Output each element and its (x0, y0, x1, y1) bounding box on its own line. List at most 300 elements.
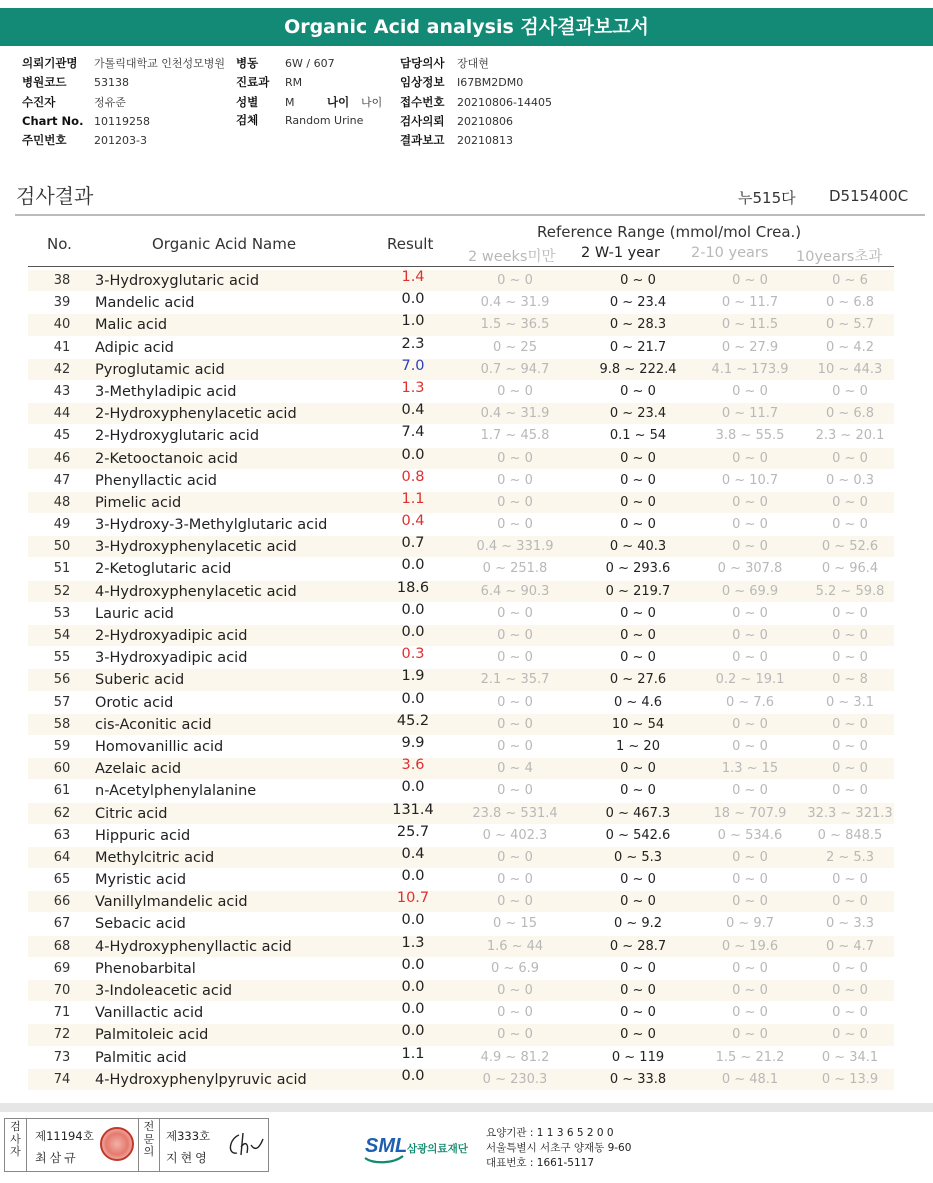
section-title: 검사결과 (16, 184, 94, 208)
result-value: 1.0 (401, 313, 425, 330)
row-number: 47 (53, 472, 71, 488)
reference-over-10-years: 0 ~ 8 (832, 672, 868, 688)
reference-over-10-years: 0 ~ 0 (832, 494, 868, 510)
row-number: 71 (53, 1005, 71, 1021)
result-value: 1.9 (401, 668, 425, 685)
info-value-request-date: 20210806 (457, 114, 513, 128)
row-number: 56 (53, 672, 71, 688)
acid-name: Vanillactic acid (95, 1005, 204, 1022)
acid-name: Pimelic acid (95, 494, 182, 511)
column-header-result: Result (387, 235, 434, 253)
result-value: 0.4 (401, 845, 425, 862)
reference-2-10-years: 0 ~ 0 (732, 494, 768, 510)
info-label-chart-no: Chart No. (22, 113, 84, 128)
info-value-ward: 6W / 607 (285, 57, 335, 70)
info-label-sex: 성별 (236, 94, 259, 109)
info-label-doctor: 담당의사 (400, 56, 445, 70)
reference-under-2-weeks: 0.4 ~ 331.9 (476, 539, 554, 555)
acid-name: 3-Hydroxyglutaric acid (95, 273, 260, 289)
reference-2w-1-year: 0 ~ 40.3 (609, 539, 667, 555)
reference-over-10-years: 0 ~ 3.1 (825, 694, 875, 710)
result-value: 131.4 (392, 801, 434, 818)
reference-over-10-years: 32.3 ~ 321.3 (807, 805, 893, 821)
table-row (28, 381, 894, 403)
reference-2-10-years: 0 ~ 0 (732, 1005, 768, 1021)
subheader-over-10-years: 10years초과 (796, 249, 883, 265)
result-value: 1.1 (401, 1045, 425, 1062)
info-value-patient: 정유준 (94, 95, 126, 109)
reference-under-2-weeks: 0 ~ 0 (497, 872, 533, 888)
report-title: Organic Acid analysis 검사결과보고서 (0, 8, 933, 46)
reference-2-10-years: 0 ~ 0 (732, 539, 768, 555)
reference-under-2-weeks: 0 ~ 0 (497, 1027, 533, 1043)
reference-over-10-years: 0 ~ 0 (832, 450, 868, 466)
reference-over-10-years: 0 ~ 0 (832, 894, 868, 910)
row-number: 60 (53, 761, 71, 777)
patient-info-col-1 (22, 54, 225, 150)
reference-under-2-weeks: 0 ~ 6.9 (490, 960, 540, 976)
row-number: 40 (53, 317, 71, 333)
reference-2-10-years: 0 ~ 0 (732, 983, 768, 998)
acid-name: Methylcitric acid (95, 849, 215, 866)
reference-2-10-years: 0 ~ 0 (732, 716, 768, 732)
reference-under-2-weeks: 0.4 ~ 31.9 (480, 295, 550, 311)
reference-2w-1-year: 0 ~ 28.3 (609, 317, 667, 333)
table-row (28, 736, 894, 758)
table-row (28, 514, 894, 536)
acid-name: 3-Hydroxyadipic acid (95, 650, 248, 667)
reference-under-2-weeks: 4.9 ~ 81.2 (480, 1049, 550, 1065)
acid-name: 2-Ketoglutaric acid (95, 561, 232, 578)
acid-name: 4-Hydroxyphenylacetic acid (95, 583, 297, 600)
phone-line: 대표번호 : 1661-5117 (486, 1157, 595, 1169)
reference-under-2-weeks: 0 ~ 0 (497, 716, 533, 732)
reference-2-10-years: 0 ~ 0 (732, 849, 768, 865)
section-code-2: D515400C (829, 187, 909, 205)
info-value-chart-no: 10119258 (94, 114, 150, 128)
specialist-name: 지현영 (166, 1151, 210, 1165)
reference-2w-1-year: 0 ~ 27.6 (609, 672, 667, 688)
info-value-resident-no: 201203-3 (94, 134, 147, 148)
table-row (28, 647, 894, 669)
reference-2-10-years: 0 ~ 0 (732, 605, 768, 621)
reference-over-10-years: 0 ~ 0 (832, 383, 868, 399)
reference-over-10-years: 0 ~ 0 (832, 738, 868, 754)
reference-over-10-years: 0 ~ 0.3 (825, 472, 875, 488)
handwritten-signature (225, 1129, 265, 1161)
patient-info-col-2 (236, 54, 382, 130)
table-row (28, 603, 894, 625)
reference-2w-1-year: 0 ~ 0 (620, 383, 656, 399)
reference-over-10-years: 0 ~ 0 (832, 628, 868, 643)
reference-2w-1-year: 0 ~ 0 (620, 605, 656, 621)
reference-2w-1-year: 0 ~ 0 (620, 872, 656, 888)
reference-under-2-weeks: 0 ~ 0 (497, 849, 533, 865)
row-number: 52 (53, 583, 71, 599)
reference-2w-1-year: 0 ~ 219.7 (605, 583, 671, 599)
lab-contact-info (486, 1126, 631, 1171)
info-label-request-date: 검사의뢰 (400, 113, 445, 128)
result-value: 0.0 (401, 446, 425, 463)
reference-over-10-years: 5.2 ~ 59.8 (815, 583, 885, 599)
results-table-body (28, 270, 894, 1091)
result-value: 0.0 (401, 291, 425, 308)
table-row (28, 891, 894, 913)
row-number: 61 (53, 783, 71, 799)
acid-name: Vanillylmandelic acid (95, 894, 248, 911)
table-row (28, 625, 894, 647)
table-row (28, 314, 894, 336)
result-value: 0.0 (401, 1067, 425, 1084)
reference-2w-1-year: 0 ~ 33.8 (609, 1071, 667, 1087)
reference-2w-1-year: 0 ~ 23.4 (609, 406, 667, 422)
reference-over-10-years: 0 ~ 5.7 (825, 317, 875, 333)
reference-over-10-years: 0 ~ 13.9 (821, 1071, 879, 1087)
reference-over-10-years: 0 ~ 848.5 (817, 827, 883, 843)
reference-2-10-years: 1.5 ~ 21.2 (715, 1049, 785, 1065)
reference-over-10-years: 0 ~ 0 (832, 983, 868, 998)
reference-under-2-weeks: 0 ~ 0 (497, 783, 533, 799)
reference-under-2-weeks: 0 ~ 25 (493, 339, 537, 355)
reference-2-10-years: 18 ~ 707.9 (713, 805, 787, 821)
info-label-department: 진료과 (236, 75, 270, 90)
reference-2-10-years: 0 ~ 0 (732, 273, 768, 288)
reference-2-10-years: 0 ~ 48.1 (721, 1071, 779, 1087)
institution-code-line: 요양기관 : 1 1 3 6 5 2 0 0 (486, 1127, 614, 1139)
reference-over-10-years: 0 ~ 0 (832, 605, 868, 621)
reference-2w-1-year: 9.8 ~ 222.4 (599, 361, 677, 377)
reference-2w-1-year: 0 ~ 0 (620, 894, 656, 910)
reference-2-10-years: 0 ~ 0 (732, 650, 768, 666)
result-value: 0.0 (401, 868, 425, 885)
result-value: 7.4 (401, 424, 425, 441)
info-label-hospital-code: 병원코드 (22, 75, 67, 90)
reference-2-10-years: 0 ~ 534.6 (717, 827, 783, 843)
row-number: 59 (53, 738, 71, 754)
reference-2w-1-year: 0 ~ 0 (620, 517, 656, 533)
reference-over-10-years: 0 ~ 0 (832, 872, 868, 888)
result-value: 0.0 (401, 1001, 425, 1018)
reference-over-10-years: 0 ~ 3.3 (825, 916, 875, 932)
reference-under-2-weeks: 0 ~ 15 (493, 916, 537, 932)
reference-2w-1-year: 0 ~ 0 (620, 273, 656, 288)
reference-2w-1-year: 0 ~ 0 (620, 983, 656, 998)
reference-2w-1-year: 0 ~ 4.6 (613, 694, 663, 710)
acid-name: Palmitic acid (95, 1049, 187, 1066)
reference-2-10-years: 0 ~ 27.9 (721, 339, 779, 355)
acid-name: Homovanillic acid (95, 738, 224, 755)
reference-2w-1-year: 0 ~ 0 (620, 650, 656, 666)
reference-2-10-years: 0 ~ 0 (732, 517, 768, 533)
info-label-institution: 의뢰기관명 (22, 56, 78, 70)
row-number: 65 (53, 872, 71, 888)
reference-under-2-weeks: 0 ~ 0 (497, 517, 533, 533)
reference-2w-1-year: 0 ~ 28.7 (609, 938, 667, 954)
info-label-resident-no: 주민번호 (22, 133, 67, 148)
reference-over-10-years: 0 ~ 0 (832, 517, 868, 533)
table-row (28, 470, 894, 492)
table-row (28, 1002, 894, 1024)
reference-over-10-years: 0 ~ 0 (832, 716, 868, 732)
result-value: 9.9 (401, 734, 425, 751)
reference-under-2-weeks: 0 ~ 0 (497, 450, 533, 466)
reference-2w-1-year: 0 ~ 0 (620, 450, 656, 466)
reference-over-10-years: 0 ~ 0 (832, 1027, 868, 1043)
table-row (28, 270, 894, 292)
row-number: 50 (53, 539, 71, 555)
reference-under-2-weeks: 0 ~ 0 (497, 738, 533, 754)
info-label-specimen: 검체 (236, 112, 259, 127)
reference-2w-1-year: 0 ~ 542.6 (605, 827, 671, 843)
info-value-doctor: 장대현 (457, 57, 489, 70)
acid-name: Mandelic acid (95, 295, 195, 312)
reference-under-2-weeks: 1.7 ~ 45.8 (480, 428, 550, 444)
result-value: 1.3 (401, 934, 425, 951)
info-label-receipt-no: 접수번호 (400, 94, 445, 109)
info-label-age: 나이 (327, 94, 350, 109)
result-value: 7.0 (401, 357, 425, 374)
section-code-1: 누515다 (738, 189, 796, 207)
reference-under-2-weeks: 0 ~ 402.3 (482, 827, 548, 843)
reference-2-10-years: 0 ~ 0 (732, 383, 768, 399)
reference-over-10-years: 0 ~ 96.4 (821, 561, 879, 577)
info-label-clinical: 임상정보 (400, 75, 445, 90)
acid-name: 3-Hydroxyphenylacetic acid (95, 539, 297, 556)
acid-name: 3-Methyladipic acid (95, 383, 237, 400)
table-row (28, 958, 894, 980)
acid-name: Phenobarbital (95, 960, 196, 977)
reference-2w-1-year: 0 ~ 9.2 (613, 916, 663, 932)
reference-over-10-years: 2.3 ~ 20.1 (815, 428, 885, 444)
reference-under-2-weeks: 23.8 ~ 531.4 (472, 805, 558, 821)
table-row (28, 425, 894, 447)
examiner-label: 검사자 (5, 1119, 27, 1171)
reference-under-2-weeks: 2.1 ~ 35.7 (480, 672, 550, 688)
reference-2-10-years: 0.2 ~ 19.1 (715, 672, 785, 688)
table-row (28, 292, 894, 314)
row-number: 62 (53, 805, 71, 821)
reference-2-10-years: 0 ~ 0 (732, 872, 768, 888)
reference-2w-1-year: 1 ~ 20 (616, 738, 660, 754)
acid-name: Sebacic acid (95, 916, 186, 933)
result-value: 1.3 (401, 379, 425, 396)
reference-under-2-weeks: 0 ~ 0 (497, 273, 533, 288)
row-number: 48 (53, 494, 71, 510)
reference-2w-1-year: 0 ~ 0 (620, 1005, 656, 1021)
info-value-sex: M (285, 95, 295, 109)
row-number: 43 (53, 383, 71, 399)
reference-2w-1-year: 0 ~ 0 (620, 783, 656, 799)
info-value-specimen: Random Urine (285, 113, 364, 127)
result-value: 0.0 (401, 557, 425, 574)
reference-under-2-weeks: 0 ~ 0 (497, 605, 533, 621)
reference-2-10-years: 0 ~ 0 (732, 628, 768, 643)
reference-over-10-years: 0 ~ 6.8 (825, 295, 875, 311)
table-row (28, 869, 894, 891)
reference-2-10-years: 0 ~ 0 (732, 894, 768, 910)
acid-name: Myristic acid (95, 872, 187, 889)
info-label-patient: 수진자 (22, 94, 56, 109)
reference-2w-1-year: 0 ~ 21.7 (609, 339, 667, 355)
result-value: 0.3 (401, 646, 425, 663)
acid-name: Pyroglutamic acid (95, 361, 225, 378)
reference-2w-1-year: 0 ~ 0 (620, 472, 656, 488)
column-header-name: Organic Acid Name (152, 235, 297, 253)
table-row (28, 448, 894, 470)
acid-name: Malic acid (95, 317, 168, 334)
result-value: 0.7 (401, 535, 425, 552)
row-number: 57 (53, 694, 71, 710)
acid-name: Adipic acid (95, 339, 174, 356)
row-number: 72 (53, 1027, 71, 1043)
row-number: 54 (53, 628, 71, 643)
reference-2-10-years: 0 ~ 9.7 (725, 916, 775, 932)
section-divider (15, 214, 925, 216)
reference-under-2-weeks: 0 ~ 0 (497, 472, 533, 488)
reference-2-10-years: 0 ~ 0 (732, 738, 768, 754)
reference-2w-1-year: 0 ~ 0 (620, 1027, 656, 1043)
reference-over-10-years: 0 ~ 4.7 (825, 938, 875, 954)
row-number: 69 (53, 960, 71, 976)
reference-under-2-weeks: 0 ~ 0 (497, 383, 533, 399)
row-number: 44 (53, 406, 71, 422)
info-value-institution: 가톨릭대학교 인천성모병원 (94, 57, 226, 70)
reference-under-2-weeks: 0 ~ 0 (497, 494, 533, 510)
info-value-age: 나이 (361, 95, 383, 109)
reference-2-10-years: 0 ~ 11.7 (721, 406, 779, 422)
patient-info (22, 54, 922, 150)
result-value: 0.0 (401, 690, 425, 707)
info-value-department: RM (285, 76, 303, 90)
table-row (28, 337, 894, 359)
table-row (28, 913, 894, 935)
info-value-hospital-code: 53138 (94, 76, 129, 90)
reference-2-10-years: 0 ~ 0 (732, 960, 768, 976)
acid-name: Phenyllactic acid (95, 472, 217, 489)
result-value: 0.0 (401, 956, 425, 973)
acid-name: 2-Hydroxyglutaric acid (95, 428, 260, 445)
reference-over-10-years: 0 ~ 6.8 (825, 406, 875, 422)
info-value-report-date: 20210813 (457, 134, 513, 148)
acid-name: cis-Aconitic acid (95, 716, 212, 733)
acid-name: Lauric acid (95, 605, 174, 622)
reference-under-2-weeks: 0 ~ 0 (497, 694, 533, 710)
reference-over-10-years: 0 ~ 34.1 (821, 1049, 879, 1065)
row-number: 38 (53, 273, 71, 288)
reference-2-10-years: 0 ~ 307.8 (717, 561, 783, 577)
table-row (28, 1069, 894, 1091)
reference-over-10-years: 0 ~ 0 (832, 783, 868, 799)
reference-2-10-years: 0 ~ 7.6 (725, 694, 775, 710)
acid-name: Palmitoleic acid (95, 1027, 209, 1044)
reference-under-2-weeks: 1.5 ~ 36.5 (480, 317, 550, 333)
reference-over-10-years: 0 ~ 0 (832, 1005, 868, 1021)
reference-under-2-weeks: 6.4 ~ 90.3 (480, 583, 550, 599)
result-value: 0.4 (401, 513, 425, 530)
table-row (28, 359, 894, 381)
acid-name: n-Acetylphenylalanine (95, 783, 257, 800)
reference-2w-1-year: 0 ~ 0 (620, 494, 656, 510)
reference-2-10-years: 0 ~ 0 (732, 1027, 768, 1043)
result-value: 25.7 (396, 823, 430, 840)
table-row (28, 669, 894, 691)
table-row (28, 1024, 894, 1046)
table-row (28, 980, 894, 1002)
acid-name: 2-Ketooctanoic acid (95, 450, 238, 467)
table-row (28, 536, 894, 558)
row-number: 70 (53, 983, 71, 998)
table-row (28, 803, 894, 825)
table-row (28, 403, 894, 425)
reference-2-10-years: 0 ~ 0 (732, 450, 768, 466)
svg-text:삼광의료재단: 삼광의료재단 (407, 1143, 468, 1155)
row-number: 63 (53, 827, 71, 843)
reference-2-10-years: 0 ~ 0 (732, 783, 768, 799)
result-value: 0.8 (401, 468, 425, 485)
result-value: 45.2 (396, 712, 430, 729)
header-divider (28, 266, 894, 267)
table-row (28, 692, 894, 714)
svg-text:SML: SML (365, 1135, 408, 1157)
row-number: 42 (53, 361, 71, 377)
row-number: 66 (53, 894, 71, 910)
info-value-receipt-no: 20210806-14405 (457, 95, 552, 109)
table-row (28, 581, 894, 603)
row-number: 51 (53, 561, 71, 577)
reference-2w-1-year: 0 ~ 467.3 (605, 805, 671, 821)
row-number: 55 (53, 650, 71, 666)
acid-name: 3-Indoleacetic acid (95, 983, 233, 999)
table-row (28, 847, 894, 869)
result-value: 10.7 (396, 890, 430, 907)
row-number: 58 (53, 716, 71, 732)
row-number: 73 (53, 1049, 71, 1065)
reference-under-2-weeks: 0 ~ 0 (497, 650, 533, 666)
reference-under-2-weeks: 0 ~ 0 (497, 894, 533, 910)
table-row (28, 714, 894, 736)
reference-2-10-years: 1.3 ~ 15 (721, 761, 779, 777)
acid-name: 2-Hydroxyphenylacetic acid (95, 406, 297, 423)
reference-over-10-years: 0 ~ 6 (832, 273, 868, 288)
row-number: 49 (53, 517, 71, 533)
row-number: 64 (53, 849, 71, 865)
column-header-reference: Reference Range (mmol/mol Crea.) (537, 223, 802, 241)
table-row (28, 936, 894, 958)
reference-2-10-years: 0 ~ 11.5 (721, 317, 779, 333)
reference-under-2-weeks: 0.7 ~ 94.7 (480, 361, 550, 377)
reference-2-10-years: 0 ~ 69.9 (721, 583, 779, 599)
signature-box (4, 1118, 269, 1172)
subheader-under-2-weeks: 2 weeks미만 (468, 249, 556, 265)
reference-over-10-years: 10 ~ 44.3 (817, 361, 883, 377)
result-value: 3.6 (401, 757, 425, 774)
reference-2w-1-year: 0 ~ 0 (620, 628, 656, 643)
acid-name: 2-Hydroxyadipic acid (95, 628, 248, 644)
acid-name: Azelaic acid (95, 761, 182, 778)
result-value: 0.4 (401, 402, 425, 419)
reference-under-2-weeks: 0 ~ 0 (497, 1005, 533, 1021)
result-value: 0.0 (401, 624, 425, 640)
reference-2w-1-year: 0 ~ 0 (620, 960, 656, 976)
reference-under-2-weeks: 0 ~ 230.3 (482, 1071, 548, 1087)
reference-2w-1-year: 0 ~ 119 (611, 1049, 665, 1065)
result-value: 18.6 (396, 579, 430, 596)
result-value: 1.1 (401, 490, 425, 507)
info-label-ward: 병동 (236, 56, 259, 70)
table-row (28, 780, 894, 802)
patient-info-col-3 (400, 54, 552, 150)
table-row (28, 1047, 894, 1069)
